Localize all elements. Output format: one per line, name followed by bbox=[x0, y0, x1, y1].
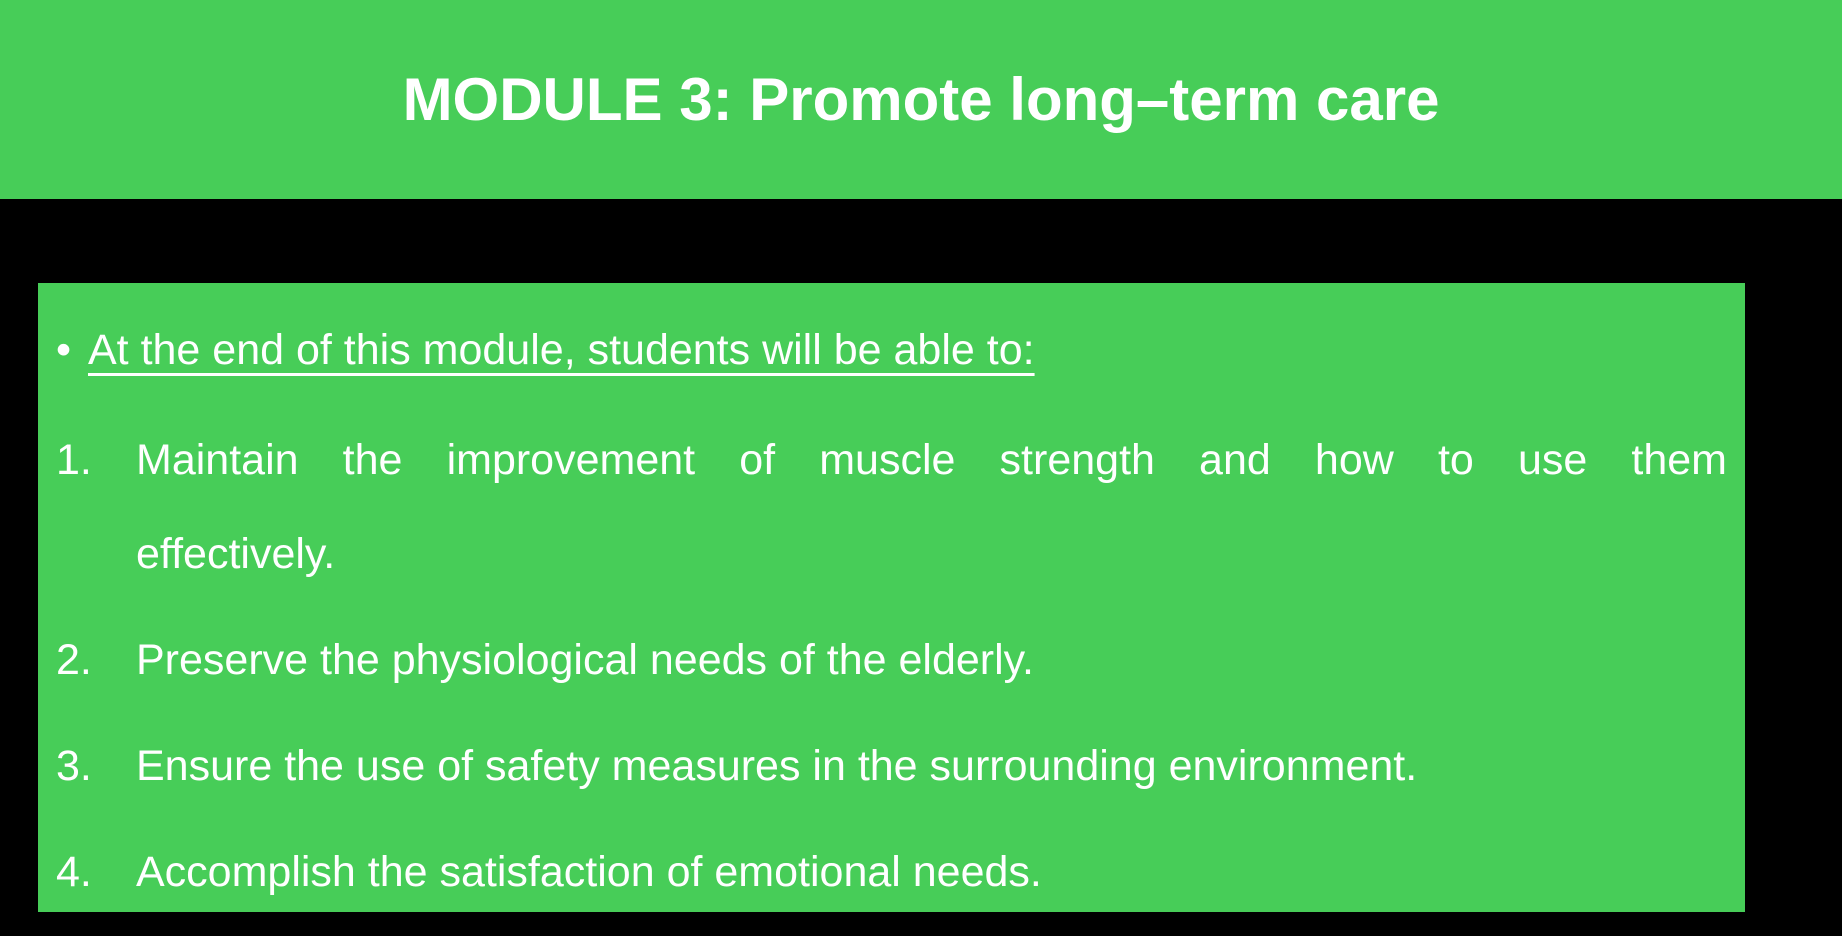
intro-text: At the end of this module, students will be able to: bbox=[88, 326, 1035, 374]
objective-item bbox=[56, 613, 1727, 707]
slide-title: MODULE 3: Promote long–term care bbox=[402, 66, 1440, 133]
objective-item bbox=[56, 413, 1727, 601]
intro-line bbox=[56, 303, 1727, 397]
objective-text-line: Ensure the use of safety measures in the surrounding environment. bbox=[136, 742, 1418, 790]
objective-text bbox=[136, 719, 1727, 813]
bullet-icon: • bbox=[56, 326, 72, 374]
objective-text-line: Preserve the physiological needs of the elderly. bbox=[136, 636, 1034, 684]
objective-item bbox=[56, 825, 1727, 912]
objective-text bbox=[136, 825, 1727, 912]
objective-text-line: effectively. bbox=[136, 530, 336, 578]
objective-text-line: Accomplish the satisfaction of emotional needs. bbox=[136, 848, 1042, 896]
objective-number: 1. bbox=[56, 436, 92, 484]
objective-text-line: Maintain the improvement of muscle strength and how to use them bbox=[136, 436, 1727, 484]
objective-number: 4. bbox=[56, 848, 92, 896]
header-banner bbox=[0, 0, 1842, 199]
objectives-panel bbox=[38, 283, 1745, 912]
objective-number: 3. bbox=[56, 742, 92, 790]
objective-text bbox=[136, 613, 1727, 707]
objective-text bbox=[136, 413, 1727, 601]
objective-number: 2. bbox=[56, 636, 92, 684]
objective-item bbox=[56, 719, 1727, 813]
